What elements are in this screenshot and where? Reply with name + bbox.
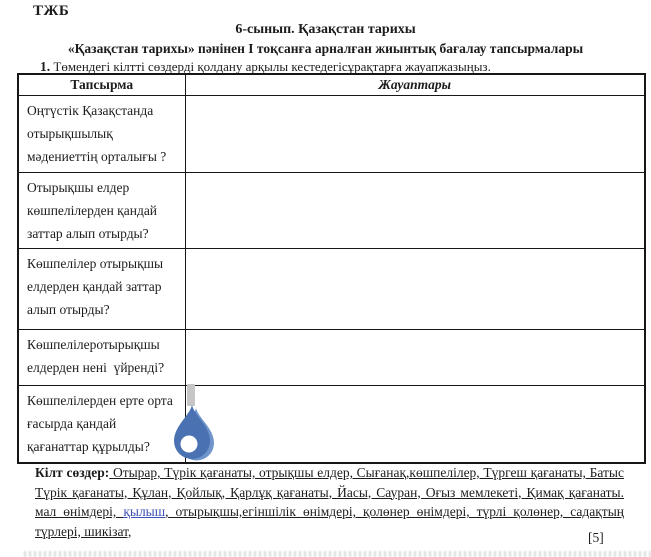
answer-cell <box>185 330 645 386</box>
keywords-paragraph <box>35 463 624 541</box>
instruction-text: Төмендегі кілтті сөздерді қолдану арқылы кестедегісұрақтарға жауапжазыңыз. <box>50 59 491 74</box>
answer-cell <box>185 96 645 173</box>
water-drop-icon <box>172 403 216 463</box>
table-row <box>18 386 645 464</box>
keywords-label: Кілт сөздер: <box>35 465 110 480</box>
keyword-link[interactable]: қылыш <box>123 504 166 519</box>
drop-annotation-marker[interactable] <box>172 384 216 462</box>
assignment-subtitle: «Қазақстан тарихы» пәнінен І тоқсанға арналған жиынтық бағалау тапсырмалары <box>67 41 584 56</box>
answer-cell <box>185 249 645 330</box>
table-row <box>18 249 645 330</box>
table-row <box>18 96 645 173</box>
column-header-task: Тапсырма <box>18 74 185 96</box>
keywords-after-link: , отырықшы,егіншілік өнімдері, қолөнер өнімдері, түрлі қолөнер, садақтың түрлері, шикізат, <box>35 504 625 539</box>
table-row <box>18 330 645 386</box>
score-badge: [5] <box>588 530 604 545</box>
page-title: 6-сынып. Қазақстан тарихы <box>235 22 416 37</box>
question-cell: Көшпелілеротырықшы елдерден нені үйренді? <box>18 330 185 386</box>
question-cell: Көшпелілерден ерте орта ғасырда қандай қағанаттар құрылды? <box>18 386 185 464</box>
column-header-answers: Жауаптары <box>185 74 645 96</box>
answer-cell <box>185 386 645 464</box>
question-cell: Отырықшы елдер көшпелілерден қандай заттар алып отырды? <box>18 173 185 249</box>
instruction-number: 1. <box>40 59 51 74</box>
question-cell: Көшпелілер отырықшы елдерден қандай заттар алып отырды? <box>18 249 185 330</box>
question-cell: Оңтүстік Қазақстанда отырықшылық мәдениеттің орталығы ? <box>18 96 185 173</box>
cut-off-text-strip <box>24 551 651 557</box>
corner-label: ТЖБ <box>33 3 70 19</box>
table-row <box>18 173 645 249</box>
table-header-row <box>18 74 645 96</box>
task-table <box>17 73 646 464</box>
answer-cell <box>185 173 645 249</box>
keywords-text <box>35 465 624 539</box>
keywords-before-link: Отырар, Түрік қағанаты, отрықшы елдер, Сығанақ,көшпелілер, Түргеш қағанаты, Батыс Түрік қағанаты, Құлан, Қойлық, Қарлұқ қағанаты, Йасы, Сауран, Оғыз мемлекеті, Қимақ қағанаты. мал өнімдері, <box>35 465 624 519</box>
